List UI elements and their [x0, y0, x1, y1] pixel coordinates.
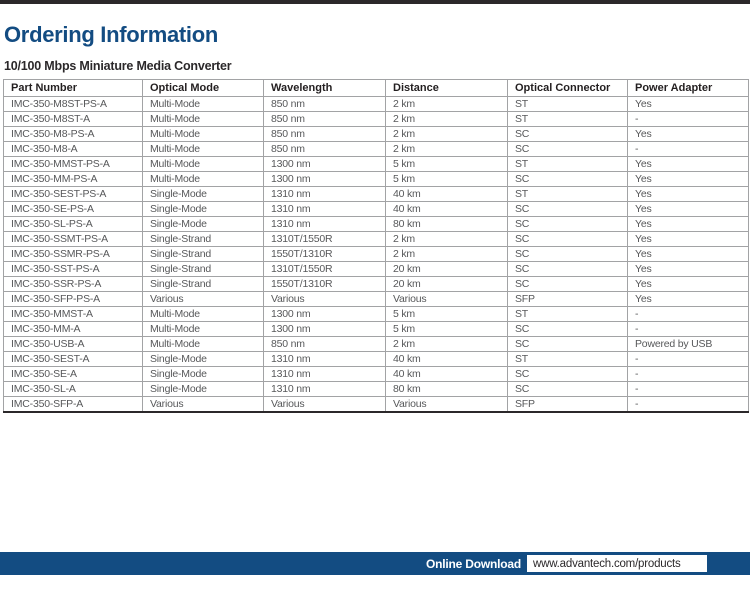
table-cell: IMC-350-MM-PS-A	[4, 172, 143, 187]
table-cell: IMC-350-MM-A	[4, 322, 143, 337]
table-cell: IMC-350-M8ST-A	[4, 112, 143, 127]
table-cell: 1550T/1310R	[264, 247, 386, 262]
table-cell: Yes	[628, 157, 749, 172]
table-cell: 1300 nm	[264, 322, 386, 337]
table-cell: IMC-350-M8-A	[4, 142, 143, 157]
download-url-link[interactable]: www.advantech.com/products	[527, 555, 707, 572]
table-cell: ST	[508, 112, 628, 127]
table-cell: Single-Mode	[143, 217, 264, 232]
table-cell: Yes	[628, 232, 749, 247]
table-cell: Yes	[628, 277, 749, 292]
table-cell: IMC-350-M8-PS-A	[4, 127, 143, 142]
table-cell: 1310T/1550R	[264, 232, 386, 247]
table-cell: Multi-Mode	[143, 142, 264, 157]
table-cell: Yes	[628, 292, 749, 307]
column-header: Wavelength	[264, 80, 386, 97]
table-cell: IMC-350-SSMR-PS-A	[4, 247, 143, 262]
table-row	[4, 397, 749, 413]
table-cell: Yes	[628, 187, 749, 202]
table-cell: SC	[508, 202, 628, 217]
table-cell: ST	[508, 352, 628, 367]
table-cell: Multi-Mode	[143, 307, 264, 322]
table-cell: 80 km	[386, 382, 508, 397]
table-cell: SFP	[508, 397, 628, 413]
table-cell: Multi-Mode	[143, 322, 264, 337]
table-cell: -	[628, 322, 749, 337]
table-cell: Multi-Mode	[143, 172, 264, 187]
table-header	[4, 80, 749, 97]
table-body	[4, 97, 749, 413]
table-cell: -	[628, 307, 749, 322]
table-cell: 40 km	[386, 202, 508, 217]
table-cell: 2 km	[386, 142, 508, 157]
table-cell: 1310 nm	[264, 382, 386, 397]
table-cell: IMC-350-SST-PS-A	[4, 262, 143, 277]
table-cell: Various	[386, 292, 508, 307]
table-cell: SC	[508, 217, 628, 232]
table-cell: IMC-350-MMST-A	[4, 307, 143, 322]
table-cell: 40 km	[386, 367, 508, 382]
table-cell: 1310T/1550R	[264, 262, 386, 277]
table-cell: -	[628, 142, 749, 157]
table-cell: 2 km	[386, 97, 508, 112]
table-row	[4, 112, 749, 127]
table-cell: IMC-350-SE-A	[4, 367, 143, 382]
table-cell: IMC-350-MMST-PS-A	[4, 157, 143, 172]
table-row	[4, 352, 749, 367]
table-cell: SC	[508, 337, 628, 352]
table-row	[4, 157, 749, 172]
table-cell: Powered by USB	[628, 337, 749, 352]
table-cell: Yes	[628, 247, 749, 262]
table-cell: 1300 nm	[264, 172, 386, 187]
table-cell: 2 km	[386, 337, 508, 352]
table-cell: IMC-350-SSR-PS-A	[4, 277, 143, 292]
footer-bar	[0, 552, 750, 575]
table-cell: 1300 nm	[264, 157, 386, 172]
table-cell: 850 nm	[264, 127, 386, 142]
table-cell: 1550T/1310R	[264, 277, 386, 292]
column-header: Part Number	[4, 80, 143, 97]
table-cell: SC	[508, 127, 628, 142]
table-cell: Multi-Mode	[143, 112, 264, 127]
column-header: Distance	[386, 80, 508, 97]
table-cell: Various	[264, 397, 386, 413]
table-row	[4, 307, 749, 322]
table-cell: SC	[508, 232, 628, 247]
table-cell: 1300 nm	[264, 307, 386, 322]
table-cell: Single-Mode	[143, 352, 264, 367]
table-cell: 2 km	[386, 247, 508, 262]
table-cell: IMC-350-USB-A	[4, 337, 143, 352]
table-cell: IMC-350-SFP-PS-A	[4, 292, 143, 307]
table-cell: Single-Strand	[143, 262, 264, 277]
table-cell: Single-Strand	[143, 277, 264, 292]
table-cell: Various	[143, 397, 264, 413]
table-cell: Yes	[628, 172, 749, 187]
table-cell: Yes	[628, 127, 749, 142]
table-row	[4, 217, 749, 232]
table-cell: IMC-350-SFP-A	[4, 397, 143, 413]
table-row	[4, 277, 749, 292]
table-cell: 20 km	[386, 262, 508, 277]
table-cell: 5 km	[386, 172, 508, 187]
table-row	[4, 97, 749, 112]
table-cell: 1310 nm	[264, 352, 386, 367]
table-cell: 20 km	[386, 277, 508, 292]
table-cell: Multi-Mode	[143, 127, 264, 142]
page-title: Ordering Information	[4, 22, 219, 47]
table-row	[4, 262, 749, 277]
table-cell: IMC-350-SE-PS-A	[4, 202, 143, 217]
table-row	[4, 187, 749, 202]
table-cell: SFP	[508, 292, 628, 307]
table-cell: ST	[508, 157, 628, 172]
table-cell: -	[628, 397, 749, 413]
table-cell: ST	[508, 307, 628, 322]
table-cell: ST	[508, 187, 628, 202]
table-cell: Yes	[628, 202, 749, 217]
table-cell: SC	[508, 262, 628, 277]
table-row	[4, 337, 749, 352]
table-cell: 850 nm	[264, 112, 386, 127]
table-row	[4, 127, 749, 142]
table-cell: 2 km	[386, 112, 508, 127]
table-cell: -	[628, 352, 749, 367]
table-cell: Multi-Mode	[143, 157, 264, 172]
column-header: Power Adapter	[628, 80, 749, 97]
table-cell: Various	[386, 397, 508, 413]
table-cell: IMC-350-SEST-PS-A	[4, 187, 143, 202]
table-cell: 40 km	[386, 187, 508, 202]
column-header: Optical Mode	[143, 80, 264, 97]
table-cell: 5 km	[386, 322, 508, 337]
table-cell: Yes	[628, 97, 749, 112]
table-cell: ST	[508, 97, 628, 112]
table-cell: SC	[508, 172, 628, 187]
table-cell: 2 km	[386, 232, 508, 247]
table-cell: 1310 nm	[264, 217, 386, 232]
table-row	[4, 367, 749, 382]
table-cell: 80 km	[386, 217, 508, 232]
table-cell: 5 km	[386, 307, 508, 322]
table-row	[4, 247, 749, 262]
table-cell: IMC-350-SL-PS-A	[4, 217, 143, 232]
table-cell: 1310 nm	[264, 367, 386, 382]
table-row	[4, 202, 749, 217]
table-cell: SC	[508, 322, 628, 337]
table-cell: Yes	[628, 262, 749, 277]
table-cell: 850 nm	[264, 337, 386, 352]
table-cell: 850 nm	[264, 97, 386, 112]
table-row	[4, 322, 749, 337]
table-cell: Single-Mode	[143, 187, 264, 202]
table-cell: SC	[508, 367, 628, 382]
table-row	[4, 292, 749, 307]
section-subtitle: 10/100 Mbps Miniature Media Converter	[4, 59, 232, 73]
table-cell: Various	[264, 292, 386, 307]
table-cell: IMC-350-SSMT-PS-A	[4, 232, 143, 247]
table-cell: Multi-Mode	[143, 337, 264, 352]
table-cell: 40 km	[386, 352, 508, 367]
table-header-row	[4, 80, 749, 97]
table-cell: SC	[508, 247, 628, 262]
table-cell: SC	[508, 142, 628, 157]
column-header: Optical Connector	[508, 80, 628, 97]
table-cell: Single-Strand	[143, 232, 264, 247]
online-download-label: Online Download	[426, 556, 521, 571]
table-cell: IMC-350-SL-A	[4, 382, 143, 397]
top-rule-bar	[0, 0, 750, 4]
table-cell: Single-Mode	[143, 367, 264, 382]
table-cell: Single-Strand	[143, 247, 264, 262]
table-cell: 5 km	[386, 157, 508, 172]
table-cell: 1310 nm	[264, 187, 386, 202]
table-cell: SC	[508, 382, 628, 397]
table-cell: 850 nm	[264, 142, 386, 157]
table-row	[4, 142, 749, 157]
ordering-table	[3, 79, 749, 413]
table-cell: SC	[508, 277, 628, 292]
table-cell: 2 km	[386, 127, 508, 142]
table-cell: IMC-350-SEST-A	[4, 352, 143, 367]
table-cell: -	[628, 367, 749, 382]
table-cell: IMC-350-M8ST-PS-A	[4, 97, 143, 112]
table-cell: -	[628, 112, 749, 127]
table-cell: Yes	[628, 217, 749, 232]
table-row	[4, 172, 749, 187]
table-cell: Multi-Mode	[143, 97, 264, 112]
table-row	[4, 382, 749, 397]
table-cell: Various	[143, 292, 264, 307]
table-cell: -	[628, 382, 749, 397]
table-cell: 1310 nm	[264, 202, 386, 217]
table-row	[4, 232, 749, 247]
table-cell: Single-Mode	[143, 202, 264, 217]
table-cell: Single-Mode	[143, 382, 264, 397]
